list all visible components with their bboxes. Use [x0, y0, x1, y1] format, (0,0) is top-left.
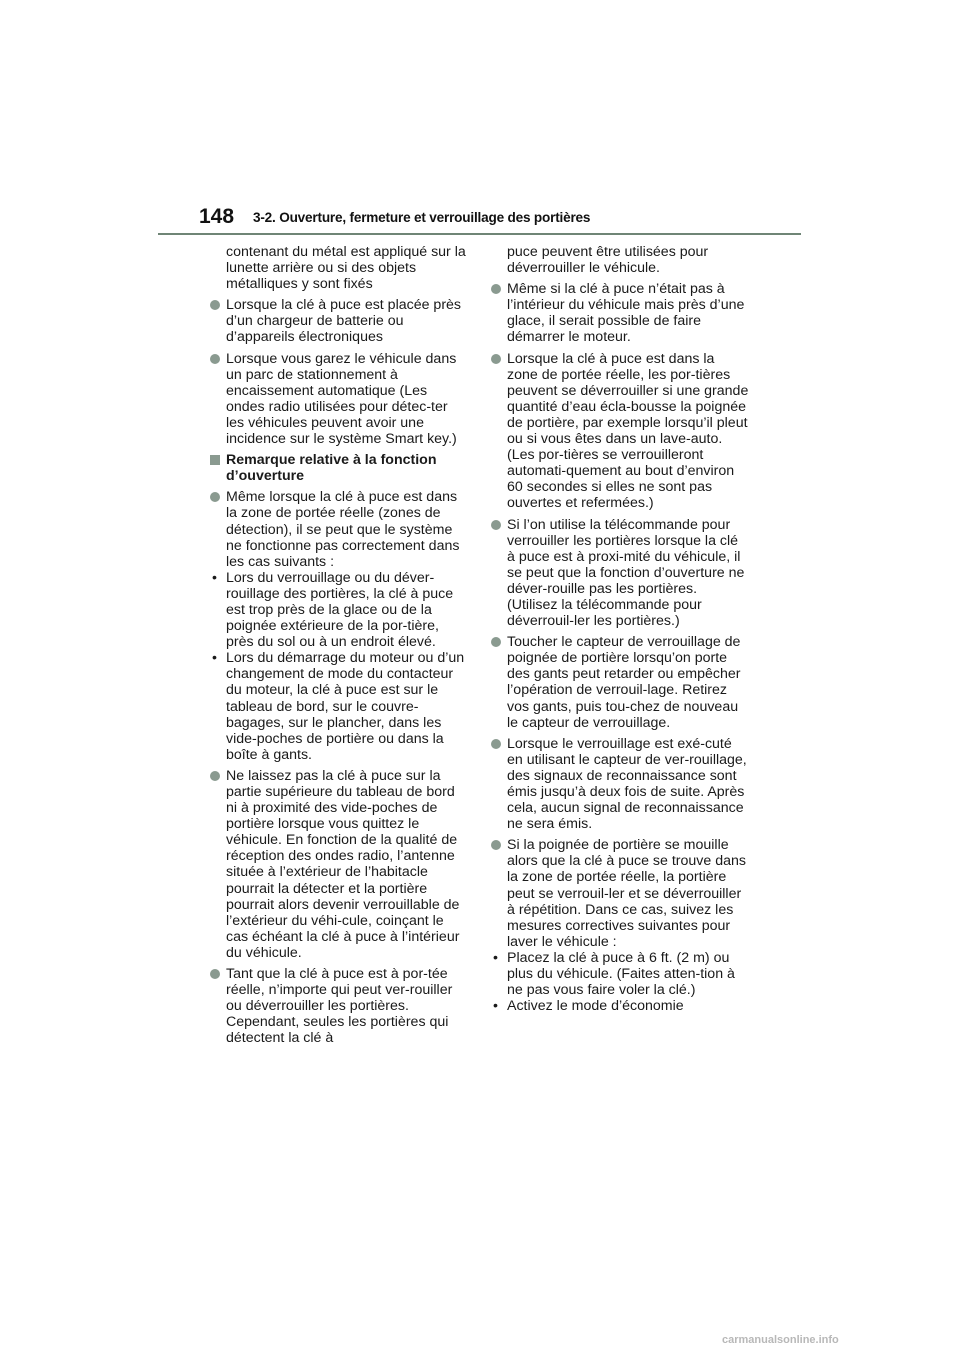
- sub-list-item: • Lors du démarrage du moteur ou d’un changement de mode du contacteur du moteur, la clé à puce est sur le tableau de bord, sur le couvre-bagages, sur le plancher, dans les vide-poches de portière ou dans la boîte à gants.: [212, 650, 465, 763]
- bullet-circle-icon: [210, 969, 220, 979]
- page-number: 148: [199, 205, 235, 228]
- list-item: Lorsque vous garez le véhicule dans un parc de stationnement à encaissement automatique (Les ondes radio utilisées pour détec-ter les véhicules peuvent avoir une incidence sur le système Smart key.): [210, 351, 468, 448]
- list-item: Lorsque la clé à puce est dans la zone de portée réelle, les por-tières peuvent se déverrouiller si une grande quantité d’eau écla-bousse la poignée de portière, par exemple lorsqu’il pleut ou si vous êtes dans un lave-auto. (Les por-tières se verrouilleront automati-quement au bout d’environ 60 secondes si elles ne sont pas ouvertes et refermées.): [491, 351, 749, 512]
- header-rule: [158, 233, 801, 235]
- sub-list-item: • Placez la clé à puce à 6 ft. (2 m) ou plus du véhicule. (Faites atten-tion à ne pas vous faire voler la clé.): [493, 949, 735, 999]
- bullet-circle-icon: [491, 840, 501, 850]
- bullet-circle-icon: [491, 739, 501, 749]
- bullet-circle-icon: [210, 300, 220, 310]
- list-item: Si l’on utilise la télécommande pour verrouiller les portières lorsque la clé à puce est à proxi-mité du véhicule, il se peut que la fonction d’ouverture ne déver-rouille pas les portières. (Utilisez la télécommande pour déverrouil-ler les portières.): [491, 517, 749, 630]
- bullet-circle-icon: [491, 284, 501, 294]
- section-title: 3-2. Ouverture, fermeture et verrouillage des portières: [253, 210, 591, 225]
- list-item: Tant que la clé à puce est à por-tée réelle, n’importe qui peut ver-rouiller ou déverrouiller les portières. Cependant, seules les portières qui détectent la clé à: [210, 966, 468, 1046]
- bullet-circle-icon: [491, 637, 501, 647]
- list-item: Toucher le capteur de verrouillage de poignée de portière lorsqu’on porte des gants peut retarder ou empêcher l’opération de verrouil-lage. Retirez vos gants, puis tou-chez de nouveau le capteur de verrouillage.: [491, 634, 749, 731]
- left-column: [210, 244, 468, 1052]
- list-item: Ne laissez pas la clé à puce sur la partie supérieure du tableau de bord ni à proximité des vide-poches de portière lorsque vous quittez le véhicule. En fonction de la qualité de réception des ondes radio, l’antenne située à l’extérieur de l’habitacle pourrait la détecter et la portière pourrait alors devenir verrouillable de l’extérieur du véhi-cule, coinçant le cas échéant la clé à puce à l’intérieur du véhicule.: [210, 768, 468, 961]
- bullet-circle-icon: [210, 771, 220, 781]
- list-item: Lorsque le verrouillage est exé-cuté en utilisant le capteur de ver-rouillage, des signaux de reconnaissance sont émis jusqu’à deux fois de suite. Après cela, aucun signal de reconnaissance ne sera émis.: [491, 736, 749, 833]
- section-heading: Remarque relative à la fonction d’ouverture: [210, 452, 468, 484]
- continuation-text: contenant du métal est appliqué sur la lunette arrière ou si des objets métalliques y sont fixés: [226, 244, 466, 293]
- continuation-text: puce peuvent être utilisées pour déverrouiller le véhicule.: [507, 244, 709, 277]
- list-item: Même lorsque la clé à puce est dans la zone de portée réelle (zones de détection), il se peut que le système ne fonctionne pas correctement dans les cas suivants : • Lors du verrouillage ou du déver-rouillage des portières, la clé à puce est trop près de la glace ou de la poignée extérieure de la por-tière, près du sol ou à un endroit élevé. • Lors du démarrage du moteur ou d’un changement de mode du contacteur du moteur, la clé à puce est sur le tableau de bord, sur le couvre-bagages, sur le plancher, dans les vide-poches de portière ou dans la boîte à gants.: [210, 489, 468, 763]
- bullet-square-icon: [210, 455, 220, 465]
- right-column: [491, 244, 749, 1019]
- list-item: Lorsque la clé à puce est placée près d’un chargeur de batterie ou d’appareils électroniques: [210, 297, 468, 345]
- watermark: carmanualsonline.info: [722, 1334, 839, 1346]
- sub-list-item: • Lors du verrouillage ou du déver-rouillage des portières, la clé à puce est trop près de la glace ou de la poignée extérieure de la por-tière, près du sol ou à un endroit élevé.: [212, 569, 454, 651]
- bullet-circle-icon: [210, 492, 220, 502]
- list-item: Si la poignée de portière se mouille alors que la clé à puce se trouve dans la zone de portée réelle, la portière peut se verrouil-ler et se déverrouiller à répétition. Dans ce cas, suivez les mesures correctives suivantes pour laver le véhicule : • Placez la clé à puce à 6 ft. (2 m) ou plus du véhicule. (Faites atten-tion à ne pas vous faire voler la clé.) • Activez le mode d’économie: [491, 837, 749, 1014]
- bullet-circle-icon: [491, 520, 501, 530]
- bullet-circle-icon: [210, 354, 220, 364]
- sub-list-item: • Activez le mode d’économie: [493, 998, 684, 1015]
- list-item: Même si la clé à puce n’était pas à l’intérieur du véhicule mais près d’une glace, il serait possible de faire démarrer le moteur.: [491, 281, 749, 345]
- page-header: [199, 205, 801, 235]
- bullet-circle-icon: [491, 354, 501, 364]
